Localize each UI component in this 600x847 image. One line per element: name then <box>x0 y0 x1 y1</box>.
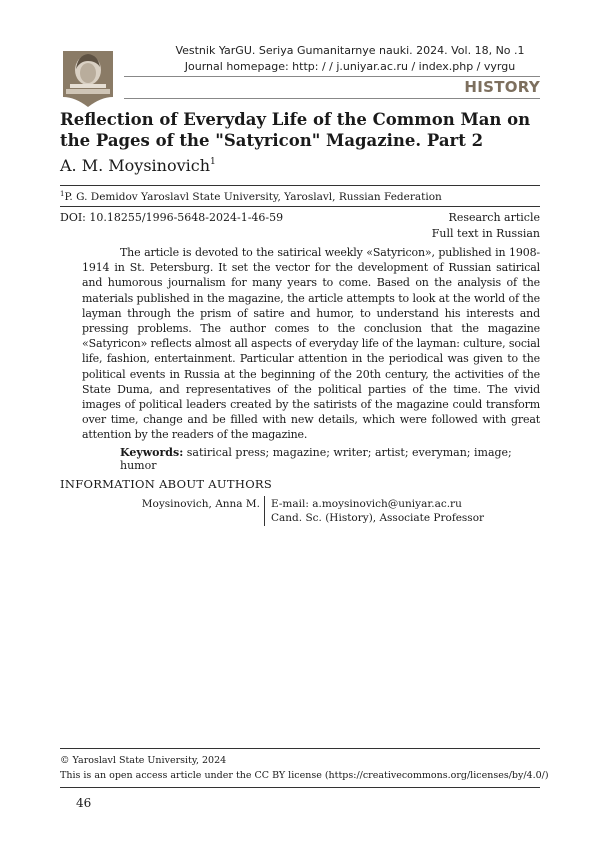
abstract: The article is devoted to the satirical weekly «Satyricon», published in 1908-1914 in St. Petersburg. It set the vector for the development of Russian satirical and humorous journalism for many years to come. Based on the analysis of the materials published in the magazine, the article attempts to look at the world of the layman through the prism of satire and humor, to understand his interests and pressing problems. The author comes to the conclusion that the magazine «Satyricon» reflects almost all aspects of everyday life of the layman: culture, social life, fashion, entertainment. Particular attention in the periodical was given to the political events in Russia at the beginning of the 20th century, the activities of the State Duma, and representatives of the political parties of the time. The vivid images of political leaders created by the satirists of the magazine could transform over time, change and be filled with new details, which were followed with great attention by the readers of the magazine. <box>82 246 540 442</box>
authors-info-heading: INFORMATION ABOUT AUTHORS <box>60 477 273 491</box>
page-number: 46 <box>76 796 92 810</box>
keywords-label: Keywords: <box>120 446 184 459</box>
keywords-list: satirical press; magazine; writer; artist; everyman; image; humor <box>120 446 512 472</box>
author-info-divider <box>264 496 265 526</box>
full-text-language: Full text in Russian <box>431 227 540 240</box>
section-label: HISTORY <box>464 78 540 96</box>
header-rule-top <box>124 76 540 77</box>
author-full-name: Moysinovich, Anna M. <box>141 498 260 510</box>
affiliation-rule-bottom <box>60 206 540 207</box>
author-email[interactable]: E-mail: a.moysinovich@uniyar.ac.ru <box>271 498 462 510</box>
article-title: Reflection of Everyday Life of the Common Man on the Pages of the "Satyricon" Magazine. Part 2 <box>60 110 531 150</box>
affiliation-rule-top <box>60 185 540 186</box>
journal-homepage-line: Journal homepage: http: / / j.uniyar.ac.ru / index.php / vyrgu <box>184 60 516 73</box>
journal-citation-line: Vestnik YarGU. Seriya Gumanitarnye nauki. 2024. Vol. 18, No .1 <box>175 44 525 57</box>
author-degree: Cand. Sc. (History), Associate Professor <box>271 512 485 524</box>
author-name: A. M. Moysinovich <box>60 156 211 175</box>
copyright-line: © Yaroslavl State University, 2024 <box>60 755 227 766</box>
doi-link[interactable]: DOI: 10.18255/1996-5648-2024-1-46-59 <box>60 211 284 224</box>
affiliation-text: P. G. Demidov Yaroslavl State University, Yaroslavl, Russian Federation <box>64 191 442 203</box>
affiliation <box>60 190 442 203</box>
license-line[interactable]: This is an open access article under the CC BY license (https://creativecommons.org/licenses/by/4.0/) <box>60 770 549 781</box>
footer-rule-bottom <box>60 787 540 788</box>
keywords <box>120 446 540 472</box>
footer-rule-top <box>60 748 540 749</box>
affiliation-marker: 1 <box>60 190 65 198</box>
article-type: Research article <box>448 211 540 224</box>
journal-logo-portrait-icon <box>60 45 116 109</box>
author-affiliation-marker: 1 <box>210 157 216 167</box>
author-line <box>60 156 216 175</box>
header-rule-bottom <box>124 98 540 99</box>
